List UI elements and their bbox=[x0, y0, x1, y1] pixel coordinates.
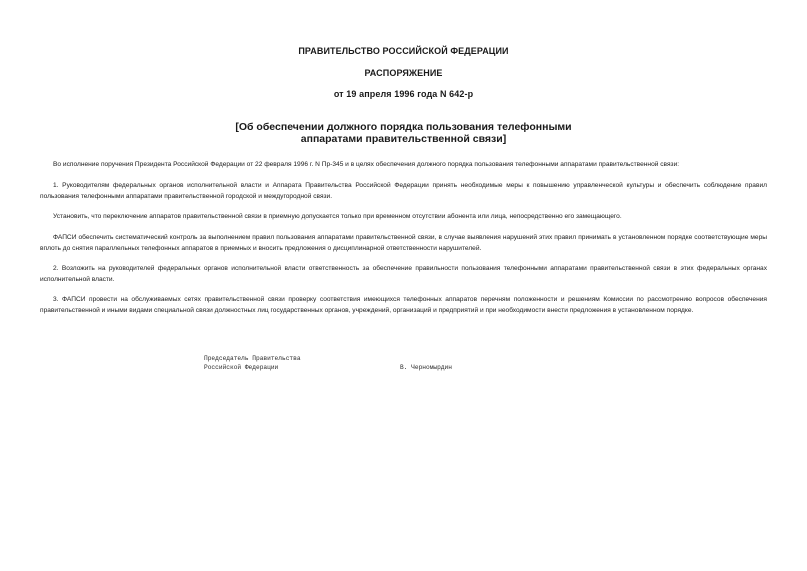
document-date-number: от 19 апреля 1996 года N 642-р bbox=[333, 89, 474, 99]
signatory-name: В. Черномырдин bbox=[400, 364, 452, 371]
organization-heading: ПРАВИТЕЛЬСТВО РОССИЙСКОЙ ФЕДЕРАЦИИ bbox=[298, 46, 509, 56]
intro-paragraph: Во исполнение поручения Президента Российской Федерации от 22 февраля 1996 г. N Пр-345 и в целях обеспечения должного порядка пользования телефонными аппаратами правительственной связи: bbox=[53, 161, 680, 168]
document-title-line-2: аппаратами правительственной связи] bbox=[300, 133, 507, 145]
fapsi-control-paragraph: ФАПСИ обеспечить систематический контроль за выполнением правил пользования аппаратами правительственной связи, в случае выявления нарушений этих правил принимать в установленном порядке соответствующие меры вплоть до снятия параллельных телефонных аппаратов в приемных и вносить предложения о дисциплинарной ответственности нарушителей. bbox=[40, 234, 767, 252]
document-title-line-1: [Об обеспечении должного порядка пользования телефонными bbox=[235, 121, 572, 133]
item-2-paragraph: 2. Возложить на руководителей федеральных органов исполнительной власти ответственность за обеспечение правильности пользования телефонными аппаратами правительственной связи в этих федеральных органах исполнительной власти. bbox=[40, 265, 767, 283]
item-1-paragraph: 1. Руководителям федеральных органов исполнительной власти и Аппарата Правительства Российской Федерации принять необходимые меры к повышению управленческой культуры и обеспечить соблюдение правил пользования телефонными аппаратами правительственной городской и междугородной связи. bbox=[40, 182, 767, 200]
signatory-position-line-1: Председатель Правительства bbox=[204, 355, 301, 362]
signatory-position-line-2: Российской Федерации bbox=[204, 364, 279, 371]
document-type-heading: РАСПОРЯЖЕНИЕ bbox=[364, 68, 443, 78]
item-3-paragraph: 3. ФАПСИ провести на обслуживаемых сетях правительственной связи проверку соответствия имеющихся телефонных аппаратов перечням положенности и решениям Комиссии по рассмотрению вопросов обеспечения правительственной и иными видами специальной связи должностных лиц государственных органов, учреждений, организаций и предприятий и при необходимости внести предложения в установленном порядке. bbox=[40, 296, 767, 314]
document-title bbox=[0, 121, 807, 145]
establish-paragraph: Установить, что переключение аппаратов правительственной связи в приемную допускается только при временном отсутствии абонента или лица, непосредственно его замещающего. bbox=[53, 213, 622, 220]
